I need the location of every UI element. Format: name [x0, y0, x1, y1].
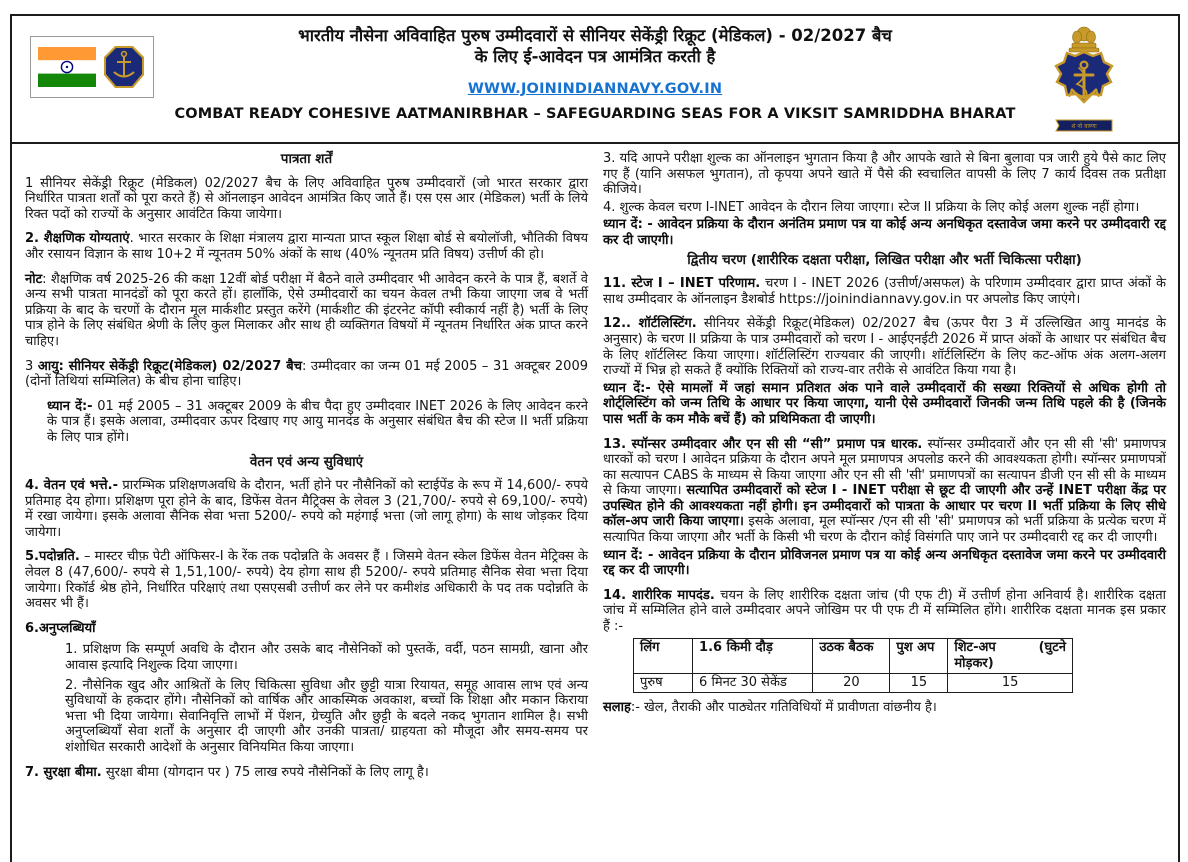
pft-header-cell: शिट-अप (घुटने मोड़कर): [948, 638, 1073, 673]
pft-data-cell: 20: [813, 673, 890, 692]
left-column: [25, 151, 588, 780]
para-11-inet-result: 11. स्टेज I – INET परिणाम. चरण I - INET 2026 (उत्तीर्ण/असफल) के परिणाम उम्मीदवार द्वारा प्राप्त अंकों के साथ उम्मीदवार के ऑनलाइन डैशबोर्ड https://joinindiannavy.gov.in पर अपलोड किए जाएंगे।: [603, 276, 1166, 307]
para-3-age: 3 आयु: सीनियर सेकेंड्री रिक्रूट(मेडिकल) 02/2027 बैच: उम्मीदवार का जन्म 01 मई 2005 – 31 अक्टूबर 2009 (दोनों तिथियां सम्मिलित) के बीच होना चाहिए।: [25, 358, 588, 390]
pft-header-cell: लिंग: [634, 638, 693, 673]
pft-header-cell: उठक बैठक: [813, 638, 890, 673]
cutoff-next-line: [603, 717, 1166, 723]
heading-stage-2: द्वितीय चरण (शारीरिक दक्षता परीक्षा, लिखित परीक्षा और भर्ती चिकित्सा परीक्षा): [687, 251, 1082, 268]
para-attention-provisional-2: ध्यान दें: - आवेदन प्रक्रिया के दौरान प्रोविजनल प्रमाण पत्र या कोई अन्य अनधिकृत दस्तावेज जमा करने पर उम्मीदवारी रद्द कर दी जाएगी।: [603, 547, 1166, 579]
pft-data-cell: पुरुष: [634, 673, 693, 692]
pft-data-cell: 15: [948, 673, 1073, 692]
svg-text:शं नो वरुणः: शं नो वरुणः: [1071, 123, 1097, 130]
para-4-fee-stage: 4. शुल्क केवल चरण I-INET आवेदन के दौरान लिया जाएगा। स्टेज II प्रक्रिया के लिए कोई अलग शुल्क नहीं होगा।: [603, 199, 1140, 215]
pft-data-cell: 15: [890, 673, 948, 692]
para-note-board-exam: नोट: शैक्षणिक वर्ष 2025-26 की कक्षा 12वीं बोर्ड परीक्षा में बैठने वाले उम्मीदवार भी आवेदन करने के पात्र हैं, बशर्ते वे अन्य सभी पात्रता मानदंडों को पूरा करते हों। हालाँकि, ऐसे उम्मीदवारों का चयन केवल तभी किया जाएगा जब वे भर्ती प्रक्रिया के बाद के चरणों के दौरान मूल मार्कशीट प्रस्तुत करेंगे (मार्कशीट की इंटरनेट कॉपी स्वीकार्य नहीं है) भर्ती के लिए पात्र होने के लिए संबंधित श्रेणी के लिए कुल मिलाकर और साथ ही व्यक्तिगत विषयों में न्यूनतम निर्धारित अंक प्राप्त करने चाहिए।: [25, 271, 588, 349]
notice-tagline: COMBAT READY COHESIVE AATMANIRBHAR – SAFEGUARDING SEAS FOR A VIKSIT SAMRIDDHA BHARAT: [174, 106, 1016, 122]
para-5-promotion: 5.पदोन्नति. – मास्टर चीफ़ पेटी ऑफिसर-I के रेंक तक पदोन्नति के अवसर हैं । जिसमे वेतन स्केल डिफेंस वेतन मेट्रिक्स के लेवल 8 (47,600/- रुपये से 1,51,100/- रुपये) देय होगा साथ ही 5200/- रुपये प्रतिमाह सैनिक सेवा भत्ता दिया जायेगा। रिकॉर्ड श्रेष्ठ होने, निर्धारित परिक्षाएं तथा एसएसबी उत्तीर्ण कर लेने पर कमीशंड अधिकारी के पद तक पदोन्नति के अवसर भी हैं।: [25, 549, 588, 612]
para-14-physical-standards: 14. शारीरिक मापदंड. चयन के लिए शारीरिक दक्षता जांच (पी एफ टी) में उत्तीर्ण होना अनिवार्य है। शारीरिक दक्षता जांच में सम्मिलित होने वाले उम्मीदवार अपने जोखिम पर पी एफ टी में सम्मिलित होंगे। शारीरिक दक्षता मानक इस प्रकार हैं :-: [603, 587, 1166, 635]
para-3-fee-refund: 3. यदि आपने परीक्षा शुल्क का ऑनलाइन भुगतान किया है और आपके खाते से बिना बुलावा पत्र जारी हुये पैसे काट लिए गए हैं (यानि असफल भुगतान), तो कृपया अपने खाते में पैसे की स्वचालित वापसी के लिए 7 कार्य दिवस तक प्रतीक्षा कीजिये।: [603, 151, 1166, 198]
notice-body: [12, 144, 1178, 780]
para-age-attention: ध्यान दें:- 01 मई 2005 – 31 अक्टूबर 2009 के बीच पैदा हुए उम्मीदवार INET 2026 के लिए आवेदन करने के पात्र हैं। इसके अलावा, उम्मीदवार ऊपर दिखाए गए आयु मानदंड के अनुसार संबंधित बैच की स्टेज II भर्ती प्रक्रिया के लिए पात्र होंगे।: [47, 398, 588, 445]
pft-data-row: [634, 673, 1073, 692]
pft-data-cell: 6 मिनट 30 सेकेंड: [693, 673, 813, 692]
notice-header: [12, 16, 1178, 144]
para-13-sponsor-ncc: 13. स्पॉन्सर उम्मीदवार और एन सी सी “सी” प्रमाण पत्र धारक. स्पॉन्सर उम्मीदवारों और एन सी सी 'सी' प्रमाणपत्र धारकों को चरण I आवेदन प्रक्रिया के दौरान अपने मूल प्रमाणपत्र अपलोड करने की आवश्यकता होगी। स्पॉन्सर प्रमाणपत्रों का सत्यापन CABS के माध्यम से किया जाएगा और एन सी सी 'सी' प्रमाणपत्रों का सत्यापन डीजी एन सी सी के माध्यम से किया जाएगा। सत्यापित उम्मीदवारों को स्टेज I - INET परीक्षा से छूट दी जाएगी और उन्हें INET परीक्षा केंद्र पर उपस्थित होने की आवश्यकता नहीं होगी। इन उम्मीदवारों को पात्रता के आधार पर चरण II भर्ती प्रक्रिया के लिए सीधे कॉल-अप जारी किया जाएगा। इसके अलावा, मूल स्पॉन्सर /एन सी सी 'सी' प्रमाणपत्र को भर्ती प्रक्रिया के प्रत्येक चरण में सत्यापित किया जाएगा और भर्ती के किसी भी चरण के दौरान कोई विसंगति पाए जाने पर उम्मीदवारी रद्द कर दी जाएगी।: [603, 436, 1166, 546]
pft-table: [633, 638, 1073, 693]
pft-table-header-row: [634, 638, 1073, 673]
notice-title-line2: के लिए ई-आवेदन पत्र आमंत्रित करती है: [474, 47, 716, 66]
join-indian-navy-link[interactable]: WWW.JOININDIANNAVY.GOV.IN: [467, 81, 723, 97]
para-advice: सलाह:- खेल, तैराकी और पाठ्येतर गतिविधियों में प्रावीणता वांछनीय है।: [603, 699, 937, 715]
heading-pay-benefits: वेतन एवं अन्य सुविधाएं: [249, 453, 364, 470]
pft-header-cell: पुश अप: [890, 638, 948, 673]
notice-title-line1: भारतीय नौसेना अविवाहित पुरुष उम्मीदवारों से सीनियर सेकेंड्री रिक्रूट (मेडिकल) - 02/2027 बैच: [298, 26, 892, 45]
perquisite-item-1: 1. प्रशिक्षण कि सम्पूर्ण अवधि के दौरान और उसके बाद नौसेनिकों को पुस्तकें, वर्दी, पठन सामग्री, खाना और आवास इत्यादि निशुल्क दिया जाएगा।: [65, 642, 588, 674]
para-attention-provisional-1: ध्यान दें: - आवेदन प्रक्रिया के दौरान अनंतिम प्रमाण पत्र या कोई अन्य अनधिकृत दस्तावेज जमा करने पर उम्मीदवारी रद्द कर दी जाएगी।: [603, 217, 1166, 248]
perquisite-item-2: 2. नौसेनिक खुद और आश्रितों के लिए चिकित्सा सुविधा और छुट्टी यात्रा रियायत, समूह आवास लाभ एवं अन्य सुविधायों के हकदार होंगे। नौसेनिकों को वार्षिक और आकस्मिक अवकाश, बच्चों कि शिक्षा और मकान किराया भत्ता भी दिया जायेगा। सेवानिवृत्ति लाभों में पेंशन, ग्रेच्युति और छुट्टी के बदले नकद भुगतान शामिल है। सभी अनुप्लब्धियाँ सेवा शर्तों के अनुसार दी जाएगी और उनकी पात्रता/ ग्राहयता को मौजूदा और समय-समय पर शंशोधित सरकारी आदेशों के अनुसार विनियमित किया जाएगा।: [65, 677, 588, 755]
notice-page: [10, 14, 1180, 862]
navy-crest-icon: [1048, 22, 1120, 140]
right-column: [603, 151, 1166, 780]
para-7-insurance: 7. सुरक्षा बीमा. सुरक्षा बीमा (योगदान पर ) 75 लाख रुपये नौसेनिकों के लिए लागू है।: [25, 764, 429, 780]
para-2-education: 2. शैक्षणिक योग्यताएं. भारत सरकार के शिक्षा मंत्रालय द्वारा मान्यता प्राप्त स्कूल शिक्षा बोर्ड से बयोलॉजी, भौतिकी विषय और रसायन विज्ञान के साथ 10+2 में न्यूनतम 50% अंकों के साथ (40% न्यूनतम प्रति विषय) उत्तीर्ण की हो।: [25, 231, 588, 262]
para-12-shortlisting: 12.. शॉर्टलिस्टिंग. सीनियर सेकेंड्री रिक्रूट(मेडिकल) 02/2027 बैच (ऊपर पैरा 3 में उल्लिखित आयु मानदंड के अनुसार) के चरण II प्रक्रिया के पात्र उम्मीदवारों को चरण I - आईएनईटी 2026 में प्राप्त अंकों के आधार पर संबंधित बैच के लिए शॉर्टलिस्ट किया जाएगा। शॉर्टलिस्टिंग राज्यवार की जाएगी। शॉर्टलिस्टिंग के लिए कट-ऑफ अंक अलग-अलग राज्यों में भिन्न हो सकते हैं क्योंकि रिक्तियों को राज्य-वार तरीके से आवंटित किया गया है।: [603, 316, 1166, 379]
para-6-perquisites-heading: 6.अनुप्लब्धियाँ: [25, 620, 96, 636]
navy-octagon-emblem-icon: [102, 44, 146, 90]
india-flag-icon: [38, 47, 96, 87]
para-4-pay-allowances: 4. वेतन एवं भत्ते.- प्रारम्भिक प्रशिक्षणअवधि के दौरान, भर्ती होने पर नौसैनिकों को स्टाईपेंड के रूप में 14,600/- रुपये प्रतिमाह देय होगा। प्रशिक्षण पूरा होने के बाद, डिफेंस वेतन मैट्रिक्स के लेवल 3 (21,700/- रुपये से 69,100/- रुपये) में रखा जायेगा। इसके अलावा सैनिक सेवा भत्ता 5200/- रुपये को महंगाई भत्ता (जो लागू होगा) के साथ जोड़कर दिया जायेगा।: [25, 478, 588, 540]
para-attention-shortlisting: ध्यान दें:- ऐसे मामलों में जहां समान प्रतिशत अंक पाने वाले उम्मीदवारों की सख्या रिक्तियों से अधिक होगी तो शोर्ट्लिस्टिंग को जन्म तिथि के आधार पर किया जाएगा, यानी ऐसे उम्मीदवारों जिनकी जन्म तिथि पहले की है (जिनके पास भर्ती के कम मौके बचें हैं) को प्रथिमिकता दी जाएगी।: [603, 380, 1166, 427]
pft-header-cell: 1.6 किमी दौड़: [693, 638, 813, 673]
para-1-invitation: 1 सीनियर सेकेंड्री रिक्रूट (मेडिकल) 02/2027 बैच के लिए अविवाहित पुरुष उम्मीदवारों (जो भारत सरकार द्वारा निर्धारित पात्रता शर्तों को पूरा करते हैं) से ऑनलाइन आवेदन आमंत्रित किए जाते हैं। एस एस आर (मेडिकल) भर्ती के लिये रिक्त पदों को राज्यों के अनुसार आवंटित किया जायेगा।: [25, 175, 588, 222]
indian-naval-flag-icon: [30, 36, 154, 98]
heading-eligibility: पात्रता शर्तें: [280, 151, 333, 167]
